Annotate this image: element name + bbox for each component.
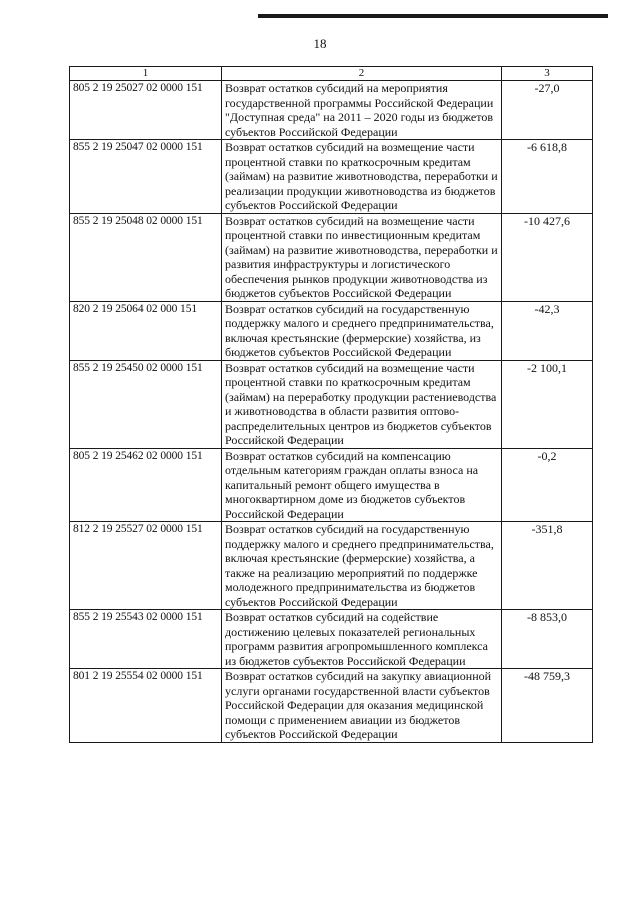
amount-cell: -351,8	[502, 522, 593, 610]
description-cell: Возврат остатков субсидий на компенсацию отдельным категориям граждан оплаты взноса на капитальный ремонт общего имущества в многоквартирном доме из бюджетов субъектов Российской Федерации	[222, 448, 502, 522]
budget-code-cell: 855 2 19 25048 02 0000 151	[70, 213, 222, 301]
amount-cell: -2 100,1	[502, 360, 593, 448]
description-cell: Возврат остатков субсидий на содействие достижению целевых показателей региональных программ развития агропромышленного комплекса из бюджетов субъектов Российской Федерации	[222, 610, 502, 669]
table-row	[70, 448, 593, 522]
budget-code-cell: 801 2 19 25554 02 0000 151	[70, 669, 222, 743]
column-header-description: 2	[222, 67, 502, 81]
header-rule	[258, 14, 608, 18]
amount-cell: -48 759,3	[502, 669, 593, 743]
column-header-code: 1	[70, 67, 222, 81]
amount-cell: -10 427,6	[502, 213, 593, 301]
description-cell: Возврат остатков субсидий на мероприятия государственной программы Российской Федерации "Доступная среда" на 2011 – 2020 годы из бюджетов субъектов Российской Федерации	[222, 81, 502, 140]
budget-code-cell: 812 2 19 25527 02 0000 151	[70, 522, 222, 610]
budget-code-cell: 820 2 19 25064 02 000 151	[70, 301, 222, 360]
column-header-amount: 3	[502, 67, 593, 81]
description-cell: Возврат остатков субсидий на возмещение части процентной ставки по инвестиционным кредитам (займам) на развитие животноводства, переработки и развития инфраструктуры и логистического обеспечения рынков продукции животноводства из бюджетов субъектов Российской Федерации	[222, 213, 502, 301]
budget-code-cell: 855 2 19 25047 02 0000 151	[70, 140, 222, 214]
amount-cell: -27,0	[502, 81, 593, 140]
page-number: 18	[313, 36, 327, 51]
budget-code-cell: 855 2 19 25543 02 0000 151	[70, 610, 222, 669]
budget-code-cell: 805 2 19 25462 02 0000 151	[70, 448, 222, 522]
description-cell: Возврат остатков субсидий на государственную поддержку малого и среднего предпринимательства, включая крестьянские (фермерские) хозяйства, из бюджетов субъектов Российской Федерации	[222, 301, 502, 360]
table-row	[70, 213, 593, 301]
table-row	[70, 81, 593, 140]
table-row	[70, 301, 593, 360]
table-row	[70, 669, 593, 743]
budget-code-cell: 805 2 19 25027 02 0000 151	[70, 81, 222, 140]
amount-cell: -8 853,0	[502, 610, 593, 669]
amount-cell: -6 618,8	[502, 140, 593, 214]
budget-code-cell: 855 2 19 25450 02 0000 151	[70, 360, 222, 448]
table-row	[70, 140, 593, 214]
amount-cell: -0,2	[502, 448, 593, 522]
table-header-row	[70, 67, 593, 81]
amount-cell: -42,3	[502, 301, 593, 360]
budget-table	[69, 66, 593, 743]
description-cell: Возврат остатков субсидий на возмещение части процентной ставки по краткосрочным кредитам (займам) на переработку продукции растениеводства и животноводства в области развития оптово-распределительных центров из бюджетов субъектов Российской Федерации	[222, 360, 502, 448]
table-row	[70, 522, 593, 610]
description-cell: Возврат остатков субсидий на государственную поддержку малого и среднего предпринимательства, включая крестьянские (фермерские) хозяйства, а также на реализацию мероприятий по поддержке молодежного предпринимательства из бюджетов субъектов Российской Федерации	[222, 522, 502, 610]
description-cell: Возврат остатков субсидий на закупку авиационной услуги органами государственной власти субъектов Российской Федерации для оказания медицинской помощи с применением авиации из бюджетов субъектов Российской Федерации	[222, 669, 502, 743]
description-cell: Возврат остатков субсидий на возмещение части процентной ставки по краткосрочным кредитам (займам) на развитие животноводства, переработки и реализации продукции животноводства из бюджетов субъектов Российской Федерации	[222, 140, 502, 214]
table-row	[70, 610, 593, 669]
table-row	[70, 360, 593, 448]
